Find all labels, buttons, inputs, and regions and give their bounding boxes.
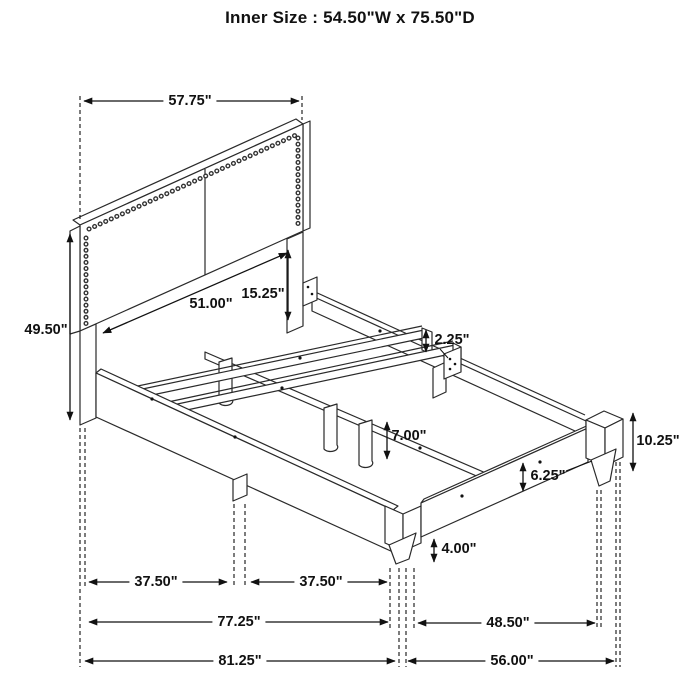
dim-label-center-leg: 7.00" xyxy=(391,428,427,444)
dim-label-span-back: 37.50" xyxy=(294,574,347,590)
dim-label-footboard-height: 10.25" xyxy=(636,433,680,449)
diagram-title: Inner Size : 54.50"W x 75.50"D xyxy=(225,8,475,27)
dim-label-headboard-height: 49.50" xyxy=(24,322,68,338)
dim-label-foot-inner: 48.50" xyxy=(481,615,534,631)
dim-label-panel-gap: 15.25" xyxy=(241,286,285,302)
headboard-left-leg xyxy=(80,324,96,425)
dim-label-rail-height: 6.25" xyxy=(530,468,566,484)
dim-label-panel-width: 51.00" xyxy=(189,296,233,312)
right-corner-post xyxy=(586,411,623,486)
dim-label-foot-width: 56.00" xyxy=(485,653,538,669)
dim-label-headboard-width: 57.75" xyxy=(163,93,216,109)
front-corner-post xyxy=(385,506,421,564)
dim-label-overall-length: 81.25" xyxy=(213,653,266,669)
headboard-right-leg xyxy=(287,232,303,333)
dim-label-slat-height: 2.25" xyxy=(434,332,470,348)
dim-label-foot-leg: 4.00" xyxy=(441,541,477,557)
dim-label-span-front: 37.50" xyxy=(129,574,182,590)
dim-label-frame-length: 77.25" xyxy=(212,614,265,630)
